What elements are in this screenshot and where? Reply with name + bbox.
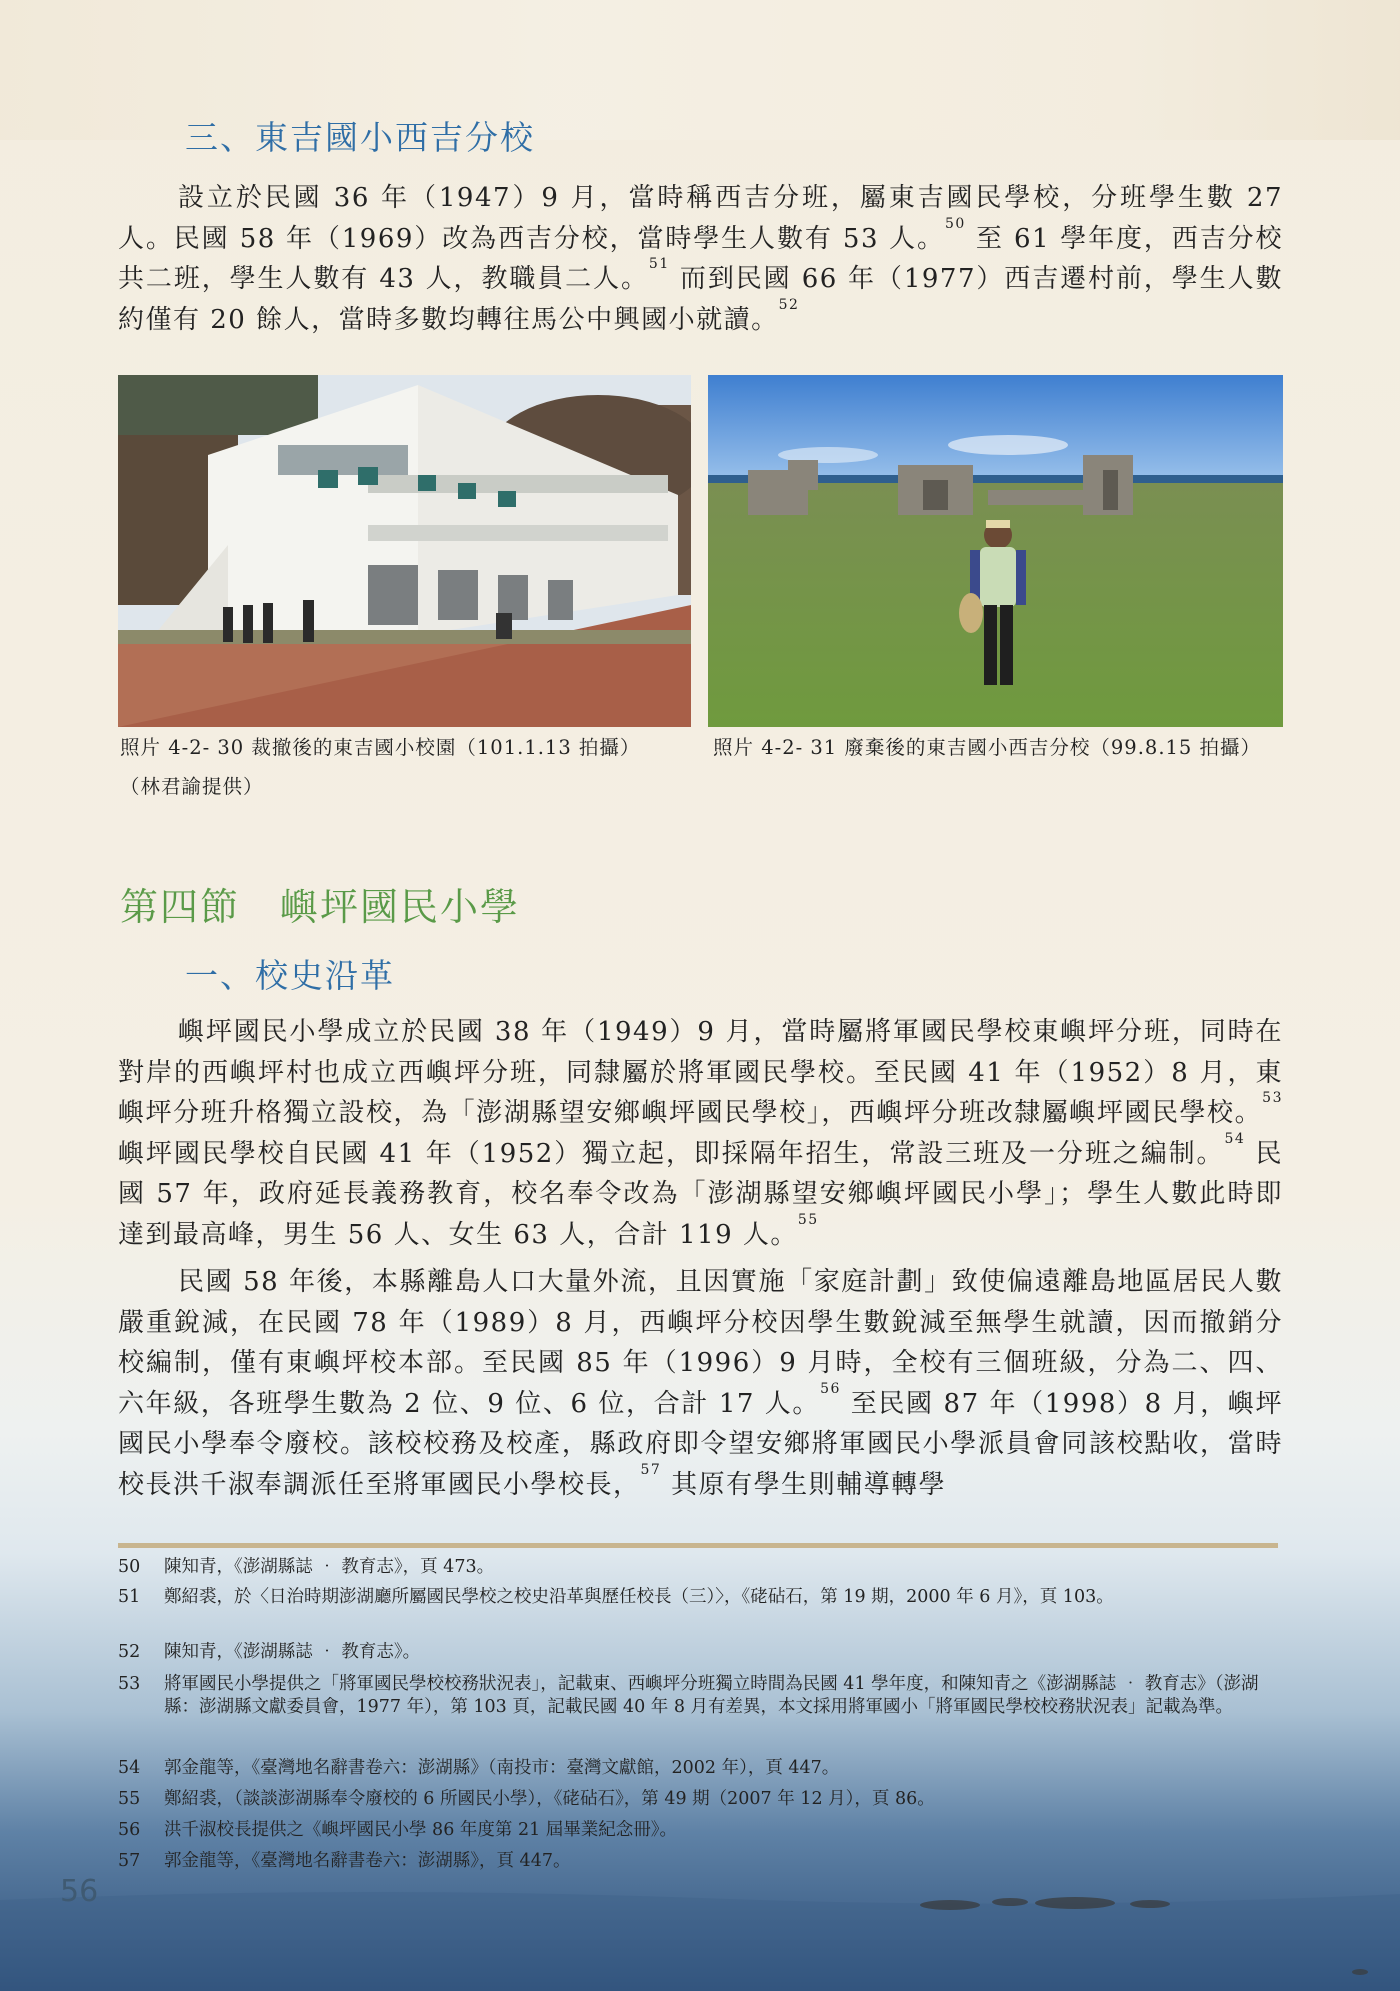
footnote-ref-55[interactable]: 55 — [797, 1211, 819, 1228]
photo-xiji-branch-ruins — [708, 375, 1283, 727]
footnote-ref-52[interactable]: 52 — [778, 296, 800, 313]
paragraph-xiji-branch: 設立於民國 36 年（1947）9 月，當時稱西吉分班，屬東吉國民學校，分班學生數 27 人。民國 58 年（1969）改為西吉分校，當時學生人數有 53 人。$^{50}$ 至 61 學年度，西吉分校共二班，學生人數有 43 人，教職員二人。$^{51}$ 而到民國 66 年（1977）西吉遷村前，學生人數約僅有 20 餘人，當時多數均轉往馬公中興國小就讀。$^{52}$ — [118, 183, 1284, 335]
photo-dongji-school-campus — [118, 375, 691, 727]
paragraph-yuping-history-2: 民國 58 年後，本縣離島人口大量外流，且因實施「家庭計劃」致使偏遠離島地區居民人數嚴重銳減，在民國 78 年（1989）8 月，西嶼坪分校因學生數銳減至無學生就讀，因而撤銷分校編制，僅有東嶼坪校本部。至民國 85 年（1996）9 月時，全校有三個班級，分為二、四、六年級，各班學生數為 2 位、9 位、6 位，合計 17 人。$^{56}$ 至民國 87 年（1998）8 月，嶼坪國民小學奉令廢校。該校校務及校產，縣政府即令望安鄉將軍國民小學派員會同該校點收，當時校長洪千淑奉調派任至將軍國民小學校長，$^{57}$ 其原有學生則輔導轉學 — [118, 1267, 1283, 1500]
footnote-50: 50 陳知青，《澎湖縣誌 ‧ 教育志》，頁 473。 — [118, 1557, 495, 1577]
paragraph-yuping-history-1: 嶼坪國民小學成立於民國 38 年（1949）9 月，當時屬將軍國民學校東嶼坪分班，同時在對岸的西嶼坪村也成立西嶼坪分班，同隸屬於將軍國民學校。至民國 41 年（1952）8 月，東嶼坪分班升格獨立設校，為「澎湖縣望安鄉嶼坪國民學校」，西嶼坪分班改隸屬嶼坪國民學校。$^{53}$ 嶼坪國民學校自民國 41 年（1952）獨立起，即採隔年招生，常設三班及一分班之編制。$^{54}$ 民國 57 年，政府延長義務教育，校名奉令改為「澎湖縣望安鄉嶼坪國民小學」；學生人數此時即達到最高峰，男生 56 人、女生 63 人，合計 119 人。$^{55}$ — [118, 1017, 1283, 1250]
footnote-56: 56 洪千淑校長提供之《嶼坪國民小學 86 年度第 21 屆畢業紀念冊》。 — [118, 1820, 678, 1840]
footnote-ref-50[interactable]: 50 — [944, 215, 966, 232]
photo-caption-right: 照片 4-2- 31 廢棄後的東吉國小西吉分校（99.8.15 拍攝） — [713, 736, 1262, 759]
photo-credit-left: （林君諭提供） — [120, 775, 264, 798]
ruins-field-image — [708, 375, 1283, 727]
section-title-yuping: 第四節 嶼坪國民小學 — [120, 885, 521, 929]
footnote-53: 53 將軍國民小學提供之「將軍國民學校校務狀況表」，記載東、西嶼坪分班獨立時間為民國 41 學年度，和陳知青之《澎湖縣誌 ‧ 教育志》（澎湖縣：澎湖縣文獻委員會，1977 年），第 103 頁，記載民國 40 年 8 月有差異，本文採用將軍國小「將軍國民學校校務狀況表」記載為準。 — [118, 1674, 1259, 1717]
footnote-ref-56[interactable]: 56 — [820, 1380, 841, 1397]
footnote-54: 54 郭金龍等，《臺灣地名辭書卷六：澎湖縣》（南投市：臺灣文獻館，2002 年），頁 447。 — [118, 1758, 840, 1778]
footnote-ref-54[interactable]: 54 — [1224, 1130, 1246, 1147]
footnote-51: 51 鄭紹裘，於〈日治時期澎湖廳所屬國民學校之校史沿革與歷任校長（三）〉，《硓砧石，第 19 期，2000 年 6 月》，頁 103。 — [118, 1587, 1114, 1607]
footnote-ref-51[interactable]: 51 — [648, 256, 670, 272]
sea-decoration — [0, 1860, 1400, 1991]
footnote-55: 55 鄭紹裘，（談談澎湖縣奉令廢校的 6 所國民小學），《硓砧石》，第 49 期（2007 年 12 月），頁 86。 — [118, 1789, 935, 1809]
footnote-ref-57[interactable]: 57 — [640, 1461, 662, 1478]
section-heading-xiji-branch: 三、東吉國小西吉分校 — [185, 118, 535, 157]
subsection-heading-history: 一、校史沿革 — [185, 956, 395, 995]
footnote-57: 57 郭金龍等，《臺灣地名辭書卷六：澎湖縣》，頁 447。 — [118, 1851, 571, 1871]
photo-caption-left: 照片 4-2- 30 裁撤後的東吉國小校園（101.1.13 拍攝） — [120, 736, 641, 759]
school-building-image — [118, 375, 691, 727]
footnote-divider — [118, 1543, 1278, 1548]
footnote-52: 52 陳知青，《澎湖縣誌 ‧ 教育志》。 — [118, 1642, 421, 1662]
page-number: 56 — [60, 1874, 99, 1909]
footnote-ref-53[interactable]: 53 — [1262, 1090, 1283, 1106]
